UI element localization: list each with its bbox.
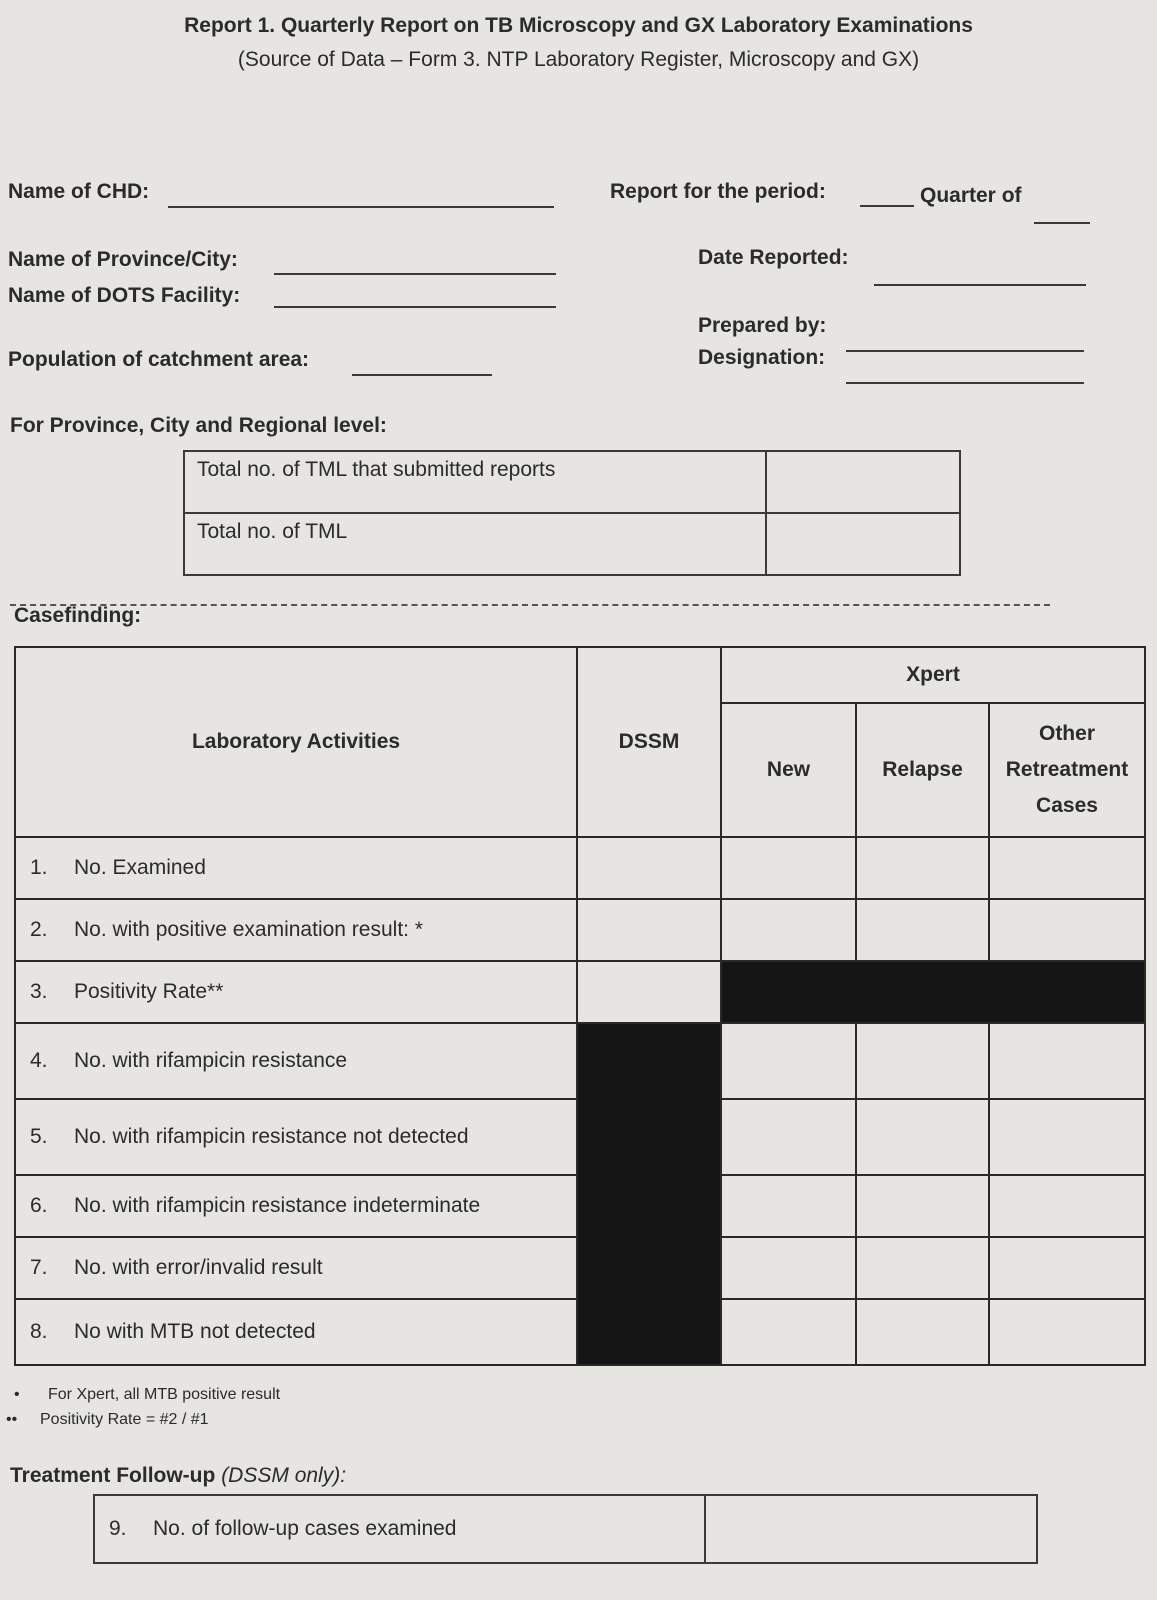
dssm-cell[interactable] [577,899,721,961]
xpert-other-cell[interactable] [989,837,1145,899]
header-relapse: Relapse [856,703,989,837]
xpert-new-cell[interactable] [721,1299,856,1365]
date-reported-field[interactable] [874,284,1086,286]
row-text: No. with positive examination result: * [74,918,423,941]
prepared-by-field[interactable] [846,350,1084,352]
header-xpert: Xpert [721,647,1145,703]
footnote-xpert [14,1386,280,1404]
header-other-line3: Cases [1036,794,1098,817]
followup-value-cell[interactable] [705,1495,1037,1563]
report-title: Report 1. Quarterly Report on TB Microscopy and GX Laboratory Examinations [184,14,973,37]
chd-field[interactable] [168,206,554,208]
footnote-bullet: •• [6,1411,18,1428]
followup-label-bold: Treatment Follow-up [10,1464,216,1487]
xpert-new-cell[interactable] [721,899,856,961]
header-other-line2: Retreatment [1005,758,1129,781]
row-number: 1. [30,856,48,879]
row-label [15,837,577,899]
row-label [15,961,577,1023]
xpert-new-cell[interactable] [721,1023,856,1099]
population-field[interactable] [352,374,492,376]
header-other-retreatment [989,703,1145,837]
xpert-other-cell[interactable] [989,1175,1145,1237]
casefinding-table [14,646,1146,1366]
xpert-relapse-cell[interactable] [856,1237,989,1299]
row-number: 6. [30,1194,48,1217]
row-label [15,1099,577,1175]
table-row [15,961,1145,1023]
table-row [15,899,1145,961]
row-text: No. with rifampicin resistance [74,1049,348,1072]
regional-level-label: For Province, City and Regional level: [10,414,387,437]
row-number: 8. [30,1320,48,1343]
dssm-cell[interactable] [577,961,721,1023]
followup-row-label [94,1495,705,1563]
row-label [15,1299,577,1365]
xpert-relapse-cell[interactable] [856,1023,989,1099]
row-text: No with MTB not detected [74,1320,316,1343]
xpert-other-cell[interactable] [989,1237,1145,1299]
table-row [15,1023,1145,1099]
province-label: Name of Province/City: [8,248,238,271]
date-reported-label: Date Reported: [698,246,849,269]
shaded-cell [721,961,1145,1023]
tml-total-label: Total no. of TML [184,513,766,575]
prepared-by-label: Prepared by: [698,314,827,337]
xpert-other-cell[interactable] [989,1299,1145,1365]
xpert-relapse-cell[interactable] [856,1099,989,1175]
tml-total-value[interactable] [766,513,960,575]
designation-field[interactable] [846,382,1084,384]
dssm-cell[interactable] [577,837,721,899]
period-label: Report for the period: [610,180,826,203]
dashed-divider [10,604,1050,606]
quarter-of-label: Quarter of [920,184,1022,207]
xpert-other-cell[interactable] [989,1099,1145,1175]
xpert-new-cell[interactable] [721,1175,856,1237]
xpert-relapse-cell[interactable] [856,1175,989,1237]
tml-submitted-value[interactable] [766,451,960,513]
xpert-other-cell[interactable] [989,1023,1145,1099]
footnote-bullet: • [14,1386,20,1403]
footnote-text: Positivity Rate = #2 / #1 [40,1411,209,1428]
dots-facility-field[interactable] [274,306,556,308]
row-number: 3. [30,980,48,1003]
designation-label: Designation: [698,346,826,369]
province-field[interactable] [274,273,556,275]
xpert-new-cell[interactable] [721,837,856,899]
table-row [15,837,1145,899]
row-number: 2. [30,918,48,941]
row-text: No. with error/invalid result [74,1256,323,1279]
xpert-relapse-cell[interactable] [856,1299,989,1365]
header-other-line1: Other [1038,722,1095,745]
casefinding-label: Casefinding: [14,604,142,627]
period-field[interactable] [860,205,914,207]
regional-table [183,450,961,576]
row-text: No. of follow-up cases examined [153,1517,457,1540]
xpert-new-cell[interactable] [721,1237,856,1299]
row-number: 9. [109,1517,127,1540]
row-text: Positivity Rate** [74,980,224,1003]
followup-table [93,1494,1038,1564]
footnote-text: For Xpert, all MTB positive result [48,1386,281,1403]
xpert-relapse-cell[interactable] [856,837,989,899]
row-label [15,899,577,961]
row-text: No. with rifampicin resistance indeterminate [74,1194,481,1217]
row-label [15,1175,577,1237]
header-laboratory-activities: Laboratory Activities [15,647,577,837]
followup-label [10,1464,346,1488]
row-label [15,1237,577,1299]
tml-submitted-label: Total no. of TML that submitted reports [184,451,766,513]
footnote-positivity [6,1411,209,1429]
header-dssm: DSSM [577,647,721,837]
row-text: No. with rifampicin resistance not detected [74,1125,469,1148]
report-subtitle: (Source of Data – Form 3. NTP Laboratory Register, Microscopy and GX) [237,48,920,71]
xpert-other-cell[interactable] [989,899,1145,961]
chd-label: Name of CHD: [8,180,150,203]
xpert-new-cell[interactable] [721,1099,856,1175]
row-text: No. Examined [74,856,206,879]
quarter-year-field[interactable] [1034,222,1090,224]
row-label [15,1023,577,1099]
row-number: 5. [30,1125,48,1148]
row-number: 4. [30,1049,48,1072]
dots-facility-label: Name of DOTS Facility: [8,284,241,307]
header-new: New [721,703,856,837]
population-label: Population of catchment area: [8,348,310,371]
followup-label-italic: (DSSM only): [221,1464,347,1487]
row-number: 7. [30,1256,48,1279]
xpert-relapse-cell[interactable] [856,899,989,961]
shaded-cell [577,1023,721,1365]
